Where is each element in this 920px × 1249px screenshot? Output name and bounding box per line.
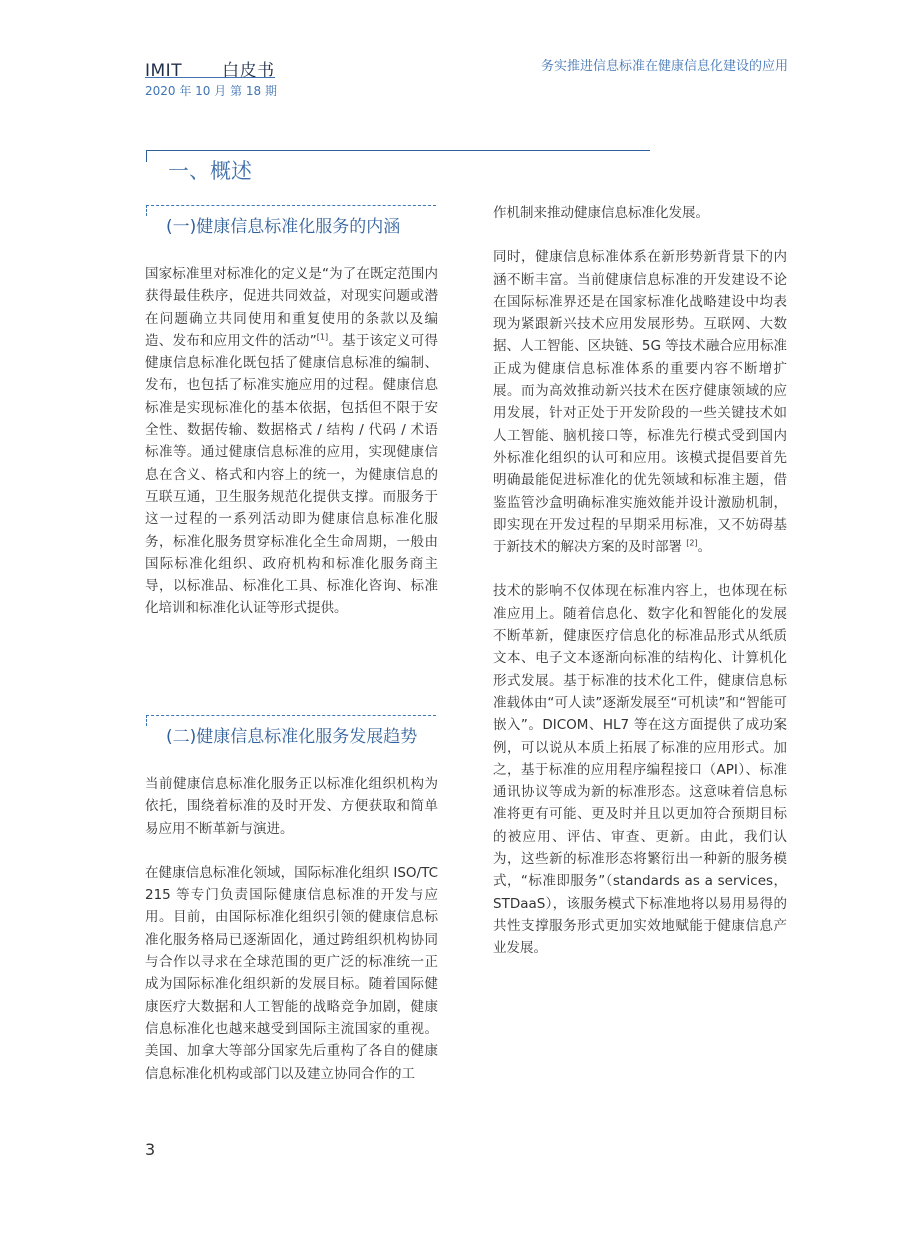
subsection-1-rule (146, 205, 436, 206)
paragraph-text: 同时，健康信息标准体系在新形势新背景下的内涵不断丰富。当前健康信息标准的开发建设不论在国际标准界还是在国家标准化战略建设中均表现为紧跟新兴技术应用发展形势。互联网、大数据、人工智能、区块链、5G 等技术融合应用标准正成为健康信息标准体系的重要内容不断增扩展。而为高效推动新兴技术在医疗健康领域的应用发展，针对正处于开发阶段的一些关键技术如人工智能、脑机接口等，标准先行模式受到国内外标准化组织的认可和应用。该模式提倡要首先明确最能促进标准化的优先领域和标准主题，借鉴监管沙盒明确标准实施效能并设计激励机制，即实现在开发过程的早期采用标准，又不妨碍基于新技术的解决方案的及时部署 (493, 249, 787, 556)
paragraph-text: 国家标准里对标准化的定义是“为了在既定范围内获得最佳秩序，促进共同效益，对现实问题或潜在问题确立共同使用和重复使用的条款以及编造、发布和应用文件的活动” (145, 266, 438, 349)
issue-date: 2020 年 10 月 第 18 期 (145, 84, 277, 98)
subsection-1-title: (一)健康信息标准化服务的内涵 (166, 217, 401, 237)
header-underline (145, 77, 275, 78)
paragraph (493, 246, 787, 558)
paragraph: 技术的影响不仅体现在标准内容上，也体现在标准应用上。随着信息化、数字化和智能化的发展不断革新，健康医疗信息化的标准品形式从纸质文本、电子文本逐渐向标准的结构化、计算机化形式发展。基于标准的技术化工件，健康信息标准载体由“可人读”逐渐发展至“可机读”和“智能可嵌入”。DICOM、HL7 等在这方面提供了成功案例，可以说从本质上拓展了标准的应用形式。加之，基于标准的应用程序编程接口（API）、标准通讯协议等成为新的标准形态。这意味着信息标准将更有可能、更及时并且以更加符合预期目标的被应用、评估、审查、更新。由此，我们认为，这些新的标准形态将繁衍出一种新的服务模式，“标准即服务”（standards as a services，STDaaS），该服务模式下标准地将以易用易得的共性支撑服务形式更加实效地赋能于健康信息产业发展。 (493, 583, 787, 957)
paragraph: 当前健康信息标准化服务正以标准化组织机构为依托，围绕着标准的及时开发、方便获取和简单易应用不断革新与演进。 (145, 776, 438, 837)
page-number: 3 (145, 1140, 156, 1159)
paragraph (145, 263, 438, 620)
paragraph: 在健康信息标准化领域，国际标准化组织 ISO/TC 215 等专门负责国际健康信息标准的开发与应用。目前，由国际标准化组织引领的健康信息标准化服务格局已逐渐固化，通过跨组织机构协同与合作以寻求在全球范围的更广泛的标准统一正成为国际标准化组织新的发展目标。随着国际健康医疗大数据和人工智能的战略竞争加剧，健康信息标准化也越来越受到国际主流国家的重视。美国、加拿大等部分国家先后重构了各自的健康信息标准化机构或部门以及建立协同合作的工 (145, 864, 438, 1082)
brand-subtitle: 白皮书 (222, 61, 275, 81)
left-column-part-1 (145, 263, 438, 642)
section-rule (146, 150, 650, 151)
subsection-1-tick (146, 205, 147, 216)
subsection-2-title: (二)健康信息标准化服务发展趋势 (166, 727, 418, 747)
section-title: 一、概述 (168, 159, 252, 183)
paragraph-text: 。 (697, 539, 712, 556)
left-column-part-2 (145, 773, 438, 1107)
citation: [2] (686, 538, 698, 548)
subsection-2-rule (146, 715, 436, 716)
subsection-2-tick (146, 715, 147, 726)
right-column (493, 202, 787, 982)
brand-name: IMIT (145, 61, 183, 81)
section-rule-tick (146, 150, 147, 162)
paragraph-text: 。基于该定义可得健康信息标准化既包括了健康信息标准的编制、发布，也包括了标准实施应用的过程。健康信息标准是实现标准化的基本依据，包括但不限于安全性、数据传输、数据格式 / 结构 / 代码 / 术语标准等。通过健康信息标准的应用，实现健康信息在含义、格式和内容上的统一，为健康信息的互联互通，卫生服务规范化提供支撑。而服务于这一过程的一系列活动即为健康信息标准化服务，标准化服务贯穿标准化全生命周期，一般由国际标准化组织、政府机构和标准化服务商主导，以标准品、标准化工具、标准化咨询、标准化培训和标准化认证等形式提供。 (145, 332, 439, 617)
citation: [1] (316, 332, 329, 342)
paragraph: 作机制来推动健康信息标准化发展。 (493, 205, 709, 221)
document-title: 务实推进信息标准在健康信息化建设的应用 (540, 59, 788, 74)
